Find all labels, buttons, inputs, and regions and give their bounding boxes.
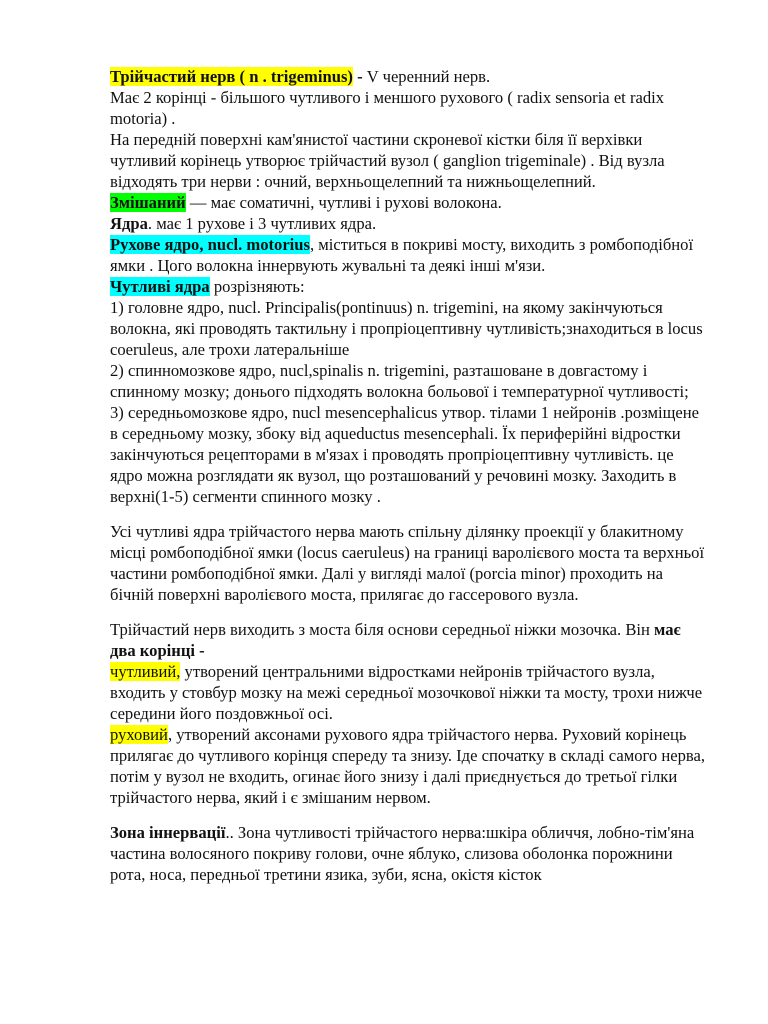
innervation-term: Зона іннервації xyxy=(110,823,226,842)
motor-root-paragraph xyxy=(110,724,710,808)
roots-intro-text: Трійчастий нерв виходить з моста біля основи середньої ніжки мозочка. Він xyxy=(110,620,655,639)
roots-intro-paragraph xyxy=(110,619,710,661)
motor-nucleus-rest: , міститься в покриві мосту, виходить з ромбоподібної ямки . Цого волокна іннервують жувальні та деякі інші м'язи. xyxy=(110,235,694,275)
sensory-root-term: чутливий, xyxy=(110,662,181,681)
sensory-nuclei-line xyxy=(110,276,710,297)
motor-root-rest: , утворений аксонами рухового ядра трійчастого нерва. Руховий корінець прилягає до чутливого корінця спереду та знизу. Іде спочатку в складі самого нерва, потім у вузол не входить, огинає його знизу і далі приєднується до третьої гілки трійчастого нерва, який і є змішаним нервом. xyxy=(110,725,706,807)
title-line xyxy=(110,66,710,87)
sensory-root-rest: утворений центральними відростками нейронів трійчастого вузла, входить у стовбур мозку на межі середньої мозочкової ніжки та мосту, трохи нижче середини його поздовжньої осі. xyxy=(110,662,703,723)
motor-nucleus-term: Рухове ядро, nucl. motorius xyxy=(110,235,310,254)
innervation-rest: .. Зона чутливості трійчастого нерва:шкіра обличчя, лобно-тім'яна частина волосяного покриву голови, очне яблуко, слизова оболонка порожнини рота, носа, передньої третини язика, зуби, ясна, окістя кісток xyxy=(110,823,695,884)
paragraph-gap xyxy=(110,507,710,521)
sensory-nuclei-rest: розрізняють: xyxy=(209,277,305,296)
nuclei-line xyxy=(110,213,710,234)
paragraph-gap xyxy=(110,605,710,619)
ganglion-paragraph: На передній поверхні кам'янистої частини скроневої кістки біля її верхівки чутливий корінець утворює трійчастий вузол ( ganglion trigeminale) . Від вузла відходять три нерви : очний, верхньощелепний та нижньощелепний. xyxy=(110,130,665,191)
roots-intro-bold: має два корінці - xyxy=(110,620,681,660)
projection-paragraph: Усі чутливі ядра трійчастого нерва мають спільну ділянку проекції у блакитному місці ромбоподібної ямки (locus caeruleus) на границі варолієвого моста та верхньої частини ромбоподібної ямки. Далі у вигляді малої (porcia minor) проходить на бічній поверхні варолієвого моста, прилягає до гассерового вузла. xyxy=(110,522,705,604)
nuclei-term: Ядра xyxy=(110,214,148,233)
list-item-spinal-nucleus: 2) спинномозкове ядро, nucl,spinalis n. trigemini, разташоване в довгастому і спинному мозку; донього підходять волокна больової і температурної чутливості; xyxy=(110,361,689,401)
list-item-principal-nucleus: 1) головне ядро, nucl. Principalis(pontinuus) n. trigemini, на якому закінчуються волокна, які проводять тактильну і пропріоцептивну чутливість;знаходиться в locus coeruleus, але трохи латеральніше xyxy=(110,298,703,359)
sensory-root-paragraph xyxy=(110,661,710,724)
sensory-nuclei-term: Чутливі ядра xyxy=(110,277,210,296)
motor-root-term: руховий xyxy=(110,725,168,744)
mixed-term: Змішаний xyxy=(110,193,186,212)
paragraph-gap xyxy=(110,808,710,822)
nuclei-rest: . має 1 рухове і 3 чутливих ядра. xyxy=(147,214,377,233)
title-rest: V черенний нерв. xyxy=(366,67,491,86)
mixed-rest: — має соматичні, чутливі і рухові волокона. xyxy=(185,193,502,212)
innervation-paragraph xyxy=(110,822,710,885)
title-dash: - xyxy=(352,67,367,86)
title-highlight: Трійчастий нерв ( n . trigeminus) xyxy=(110,67,353,86)
roots-line: Має 2 корінці - більшого чутливого і меншого рухового ( radix sensoria et radix motoria) . xyxy=(110,88,665,128)
mixed-line xyxy=(110,192,710,213)
motor-nucleus-paragraph xyxy=(110,234,710,276)
list-item-mesencephalic-nucleus: 3) середньомозкове ядро, nucl mesencephalicus утвор. тілами 1 нейронів .розміщене в середньому мозку, збоку від aqueductus mesencephali. Їх периферійні відростки закінчуються рецепторами в м'язах і проводять пропріоцептивну чутливість. це ядро можна розглядати як вузол, що розташований у речовині мозку. Заходить в верхні(1-5) сегменти спинного мозку . xyxy=(110,403,699,506)
document-page xyxy=(110,66,710,885)
